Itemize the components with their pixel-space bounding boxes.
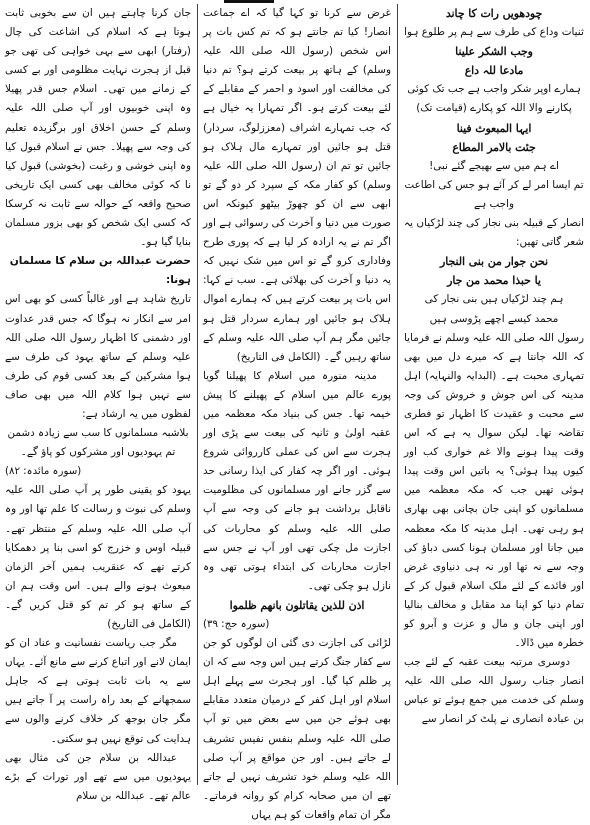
paragraph: عبداللہ بن سلام جن کی مثال بھی یہودیوں میں سے تھے اور تورات کے بڑے عالم تھے۔ عبداللہ بن سلام (5, 751, 191, 802)
paragraph: دوسری مرتبہ بیعت عقبہ کے لئے جب انصار جناب رسول اللہ صلی اللہ علیہ وسلم کی خدمت میں جمع ہوئے تو عباس بن عبادہ انصاری نے پلٹ کر انصار سے (404, 656, 584, 726)
section-heading: حضرت عبداللہ بن سلام کا مسلمان ہونا: (9, 255, 191, 287)
paragraph: یہود کو یقینی طور پر آپ صلی اللہ علیہ وسلم کی نبوت و رسالت کا علم تھا اور وہ آپ صلی اللہ علیہ وسلم کے منتظر تھے۔ قبیلہ اوس و خزرج کو اسی بنا پر دھمکایا کرتے تھے کہ عنقریب ہمیں آخر الزمان مبعوث ہونے والے ہیں۔ اس وقت ہم ان کے ساتھ ہو کر تم کو قتل کریں گے۔ (الکامل فی التاریخ) (5, 484, 191, 630)
poem-line: ہمارے اوپر شکر واجب ہے جب تک کوئی (407, 83, 581, 96)
poem-line: نحن جوار من بنی النجار (440, 255, 548, 269)
verse-translation: بلاشبہ مسلمانوں کا سب سے زیادہ دشمن تم یہودیوں اور مشرکوں کو پاؤ گے۔ (7, 427, 189, 459)
quran-verse: اذن للذین یقاتلون بانھم ظلموا (229, 598, 365, 612)
poem-line: محمد کیسے اچھے پڑوسی ہیں (429, 312, 559, 325)
column-divider (397, 4, 398, 785)
poem-line: چودھویں رات کا چاند (445, 7, 543, 20)
poem-line: جئت بالامر المطاع (452, 140, 536, 154)
paragraph: لڑائی کی اجازت دی گئی ان لوگوں کو جن سے کفار جنگ کرتے ہیں اس وجہ سے کہ ان پر ظلم کیا گیا۔ اور ہجرت سے پہلے اہل اسلام اور اہل کفر کے درمیان متعدد مقابلے بھی ہوئے جن میں سے بعض میں تو آپ صلی اللہ علیہ وسلم بنفس نفیس تشریف لے جاتے ہیں۔ اور جن مواقع پر آپ صلی اللہ علیہ وسلم خود تشریف نہیں لے جاتے تھے ان میں صحابہ کرام کو روانہ فرماتے۔ مگر ان تمام واقعات کو ہم یہاں (202, 637, 391, 821)
poem-line: ایہا المبعوث فینا (456, 121, 532, 135)
poem-line: وجب الشکر علینا (455, 45, 533, 59)
poem-line: مادعا للہ داع (464, 64, 524, 78)
paragraph: انصار کے قبیلہ بنی نجار کی چند لڑکیاں یہ شعر گاتی تھیں: (404, 217, 584, 249)
paragraph: تاریخ شاہد ہے اور غالباً کسی کو بھی اس امر سے انکار نہ ہوگا کہ جس قدر عداوت اور دشمنی کا اظہار رسول اللہ صلی اللہ علیہ وسلم کے ساتھ یہود کی طرف سے ہوا مشرکین کے بعد کسی قوم کی طرف سے نہیں ہوا کلام اللہ میں بھی صاف لفظوں میں یہ ارشاد ہے: (5, 293, 191, 420)
paragraph: جان کرنا چاہتے ہیں ان سے بخوبی ثابت ہوتا ہے کہ اسلام کی اشاعت کی چال (رفتار) ابھی سے بہی خواہی کی تھی جو قبل از ہجرت نہایت مظلومی اور بے کسی کے زمانے میں تھی۔ اسلام جس قدر پھیلا وہ اپنی خوبیوں اور آپ صلی اللہ علیہ وسلم کے حسن اخلاق اور برگزیدہ تعلیم کی وجہ سے پھیلا۔ جس نے اسلام قبول کیا وہ اپنی خوشی و رغبت (بخوشی) قبول کیا نا کہ کوئی مخالف بھی کسی ایک تاریخی صحیح واقعہ کے حوالہ سے ثابت نہ کرسکا کہ کسی ایک شخص کو بھی بزور مسلمان بنایا گیا ہو۔ (5, 7, 191, 249)
paragraph: مگر جب ریاست نفسانیت و عناد ان کو ایمان لانے اور اتباع کرنے سے مانع آئے۔ یہاں سے یہ بات ثابت ہوتی ہے کہ جاہل سمجھانے کے بعد راہ راست پر آ جاتے ہیں مگر جان بوجھ کر خلاف کرنے والوں سے ہدایت کی توقع نہیں ہو سکتی۔ (5, 637, 191, 745)
poem-line: پکارنے والا اللہ کو پکارے (قیامت تک) (416, 102, 572, 115)
paragraph: رسول اللہ صلی اللہ علیہ وسلم نے فرمایا کہ اللہ جانتا ہے کہ میرے دل میں بھی تمہاری محبت ہے۔ (البدایہ والنہایہ) اہل مدینہ کی اس جوش و خروش کی وجہ سے محبت و عقیدت کا اظہار تو فطری تقاضہ تھا۔ لیکن سوال یہ ہے کہ اس وقت پیدا ہونے والا غم خواری کب اور کیوں پیدا ہوئی؟ یہ باتیں اس وقت پیدا ہوئی تھیں جب کہ مکہ معظمہ میں مسلمانوں کو اپنی جان بچانی بھی بھاری ہو رہی تھی۔ اہل مدینہ کا مکہ معظمہ میں جانا اور مسلمان ہونا کسی دباؤ کی وجہ سے نہ تھا اور نہ ہی دنیاوی غرض اور فائدے کے لئے ملک اسلام قبول کر کے تمام دنیا کو اپنا مد مقابل و مخالف بنالیا اور اپنی جان و مال و عزت و آبرو کو خطرہ میں ڈالا۔ (404, 331, 584, 650)
poem-line: تم ایسا امر لے کر آئے ہو جس کی اطاعت واجب ہے (404, 178, 584, 210)
paragraph: غرض سے کرنا تو کہا گیا کہ اے جماعت انصار! کیا تم جانتے ہو کہ تم کس بات پر اس شخص (رسول اللہ صلی اللہ علیہ وسلم) کے ہاتھ پر بیعت کرتے ہو؟ تم دنیا کی مخالفت اور اسود و احمر کے مقابلے کے لئے بیعت کرتے ہو۔ اگر تمہارا یہ خیال ہے کہ جب تمہارے اشراف (معززلوگ، سردار) قتل ہو جائیں اور تمہارے مال ہلاک ہو جائیں تو تم ان (رسول اللہ صلی اللہ علیہ وسلم) کو کفار مکہ کے سپرد کر دو گے تو ابھی سے ان کو چھوڑ بیٹھو کیونکہ اس صورت میں دنیا و آخرت کی رسوائی ہے اور اگر تم نے یہ ارادہ کر لیا ہے کہ پوری طرح وفاداری کرو گے تو اس میں شک نہیں کہ یہ دنیا و آخرت کی بھلائی ہے۔ سب نے کہا: اس بات پر بیعت کرتے ہیں کہ ہمارے اموال ہلاک ہو جائیں اور ہمارے سردار قتل ہو جائیں مگر ہم آپ صلی اللہ علیہ وسلم کے ساتھ رہیں گے۔ (الکامل فی التاریخ) (203, 7, 391, 363)
column-middle (202, 4, 391, 821)
verse-reference: (سورہ مائدہ: ۸۲) (5, 466, 82, 478)
poem-line: ثنیات وداع کی طرف سے ہم پر طلوع ہوا (404, 26, 584, 39)
poem-line: اے ہم میں سے بھیجے گئے نبی! (429, 159, 559, 172)
column-right (404, 4, 584, 785)
column-divider (197, 4, 198, 785)
verse-reference: (سورہ حج: ۳۹) (203, 619, 270, 630)
paragraph: مدینہ منورہ میں اسلام کا پھیلنا گویا پورے عالم میں اسلام کے پھیلنے کا پیش خیمہ تھا۔ جس کی بنیاد مکہ معظمہ میں عقبہ اولیٰ و ثانیہ کی بیعت سے پڑی اور ہجرت سے اس کی عملی کارروائی شروع ہوئی۔ اور اگر چہ کفار کی ایذا رسانی حد سے گزر جانے اور مسلمانوں کی مظلومیت ناقابل برداشت ہو جانے کی وجہ سے آپ صلی اللہ علیہ وسلم کو محاربات کی اجازت مل چکی تھی اور آپ نے جس سے اجازت محاربات کی ابتداء ہوتی تھی وہ نازل ہو چکی تھی۔ (203, 369, 391, 592)
poem-line: یا حبذا محمد من جار (447, 274, 541, 288)
poem-line: ہم چند لڑکیاں ہیں بنی نجار کی (424, 293, 564, 306)
column-left (5, 4, 191, 802)
